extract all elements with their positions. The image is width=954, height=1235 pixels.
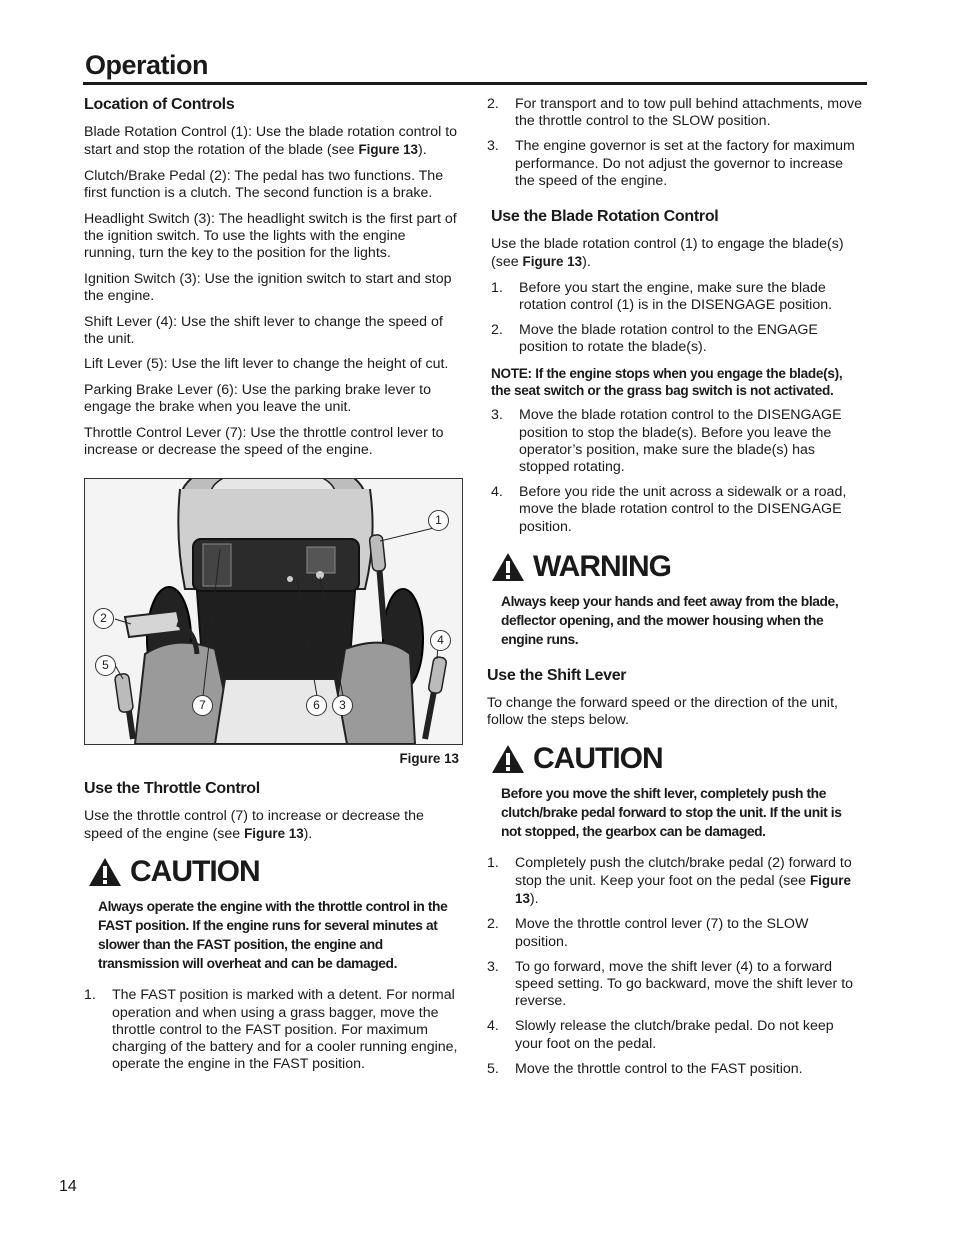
list-item: 2. For transport and to tow pull behind attachments, move the throttle control to the SLOW position. <box>487 96 862 130</box>
title-rule <box>83 82 867 85</box>
callout-1: 1 <box>428 510 449 531</box>
list-item: 4. Slowly release the clutch/brake pedal. Do not keep your foot on the pedal. <box>487 1018 834 1052</box>
figure-13-illustration <box>84 478 463 745</box>
callout-4: 4 <box>430 630 451 651</box>
figure-caption: Figure 13 <box>399 750 459 766</box>
list-item: 3. The engine governor is set at the factory for maximum performance. Do not adjust the governor to increase the speed of the engine. <box>487 138 855 189</box>
blade-warning <box>491 550 865 649</box>
list-item: 1. Before you start the engine, make sure the blade rotation control (1) is in the DISENGAGE position. <box>491 279 833 314</box>
list-item: 3. Move the blade rotation control to the DISENGAGE position to stop the blade(s). Before you leave the operator’s position, make sure the blade(s) has stopped rotating. <box>491 407 842 476</box>
callout-3: 3 <box>332 695 353 716</box>
throttle-intro: Use the throttle control (7) to increase or decrease the speed of the engine (see Figure 13). <box>84 807 424 842</box>
throttle-caution <box>88 855 459 973</box>
figure-reference[interactable]: Figure 13 <box>358 142 419 158</box>
list-item: 2. Move the throttle control lever (7) to the SLOW position. <box>487 916 809 950</box>
right-column <box>487 96 865 1086</box>
figure-reference[interactable]: Figure 13 <box>515 872 851 907</box>
blade-intro: Use the blade rotation control (1) to engage the blade(s) (see Figure 13). <box>491 236 844 271</box>
figure-reference[interactable]: Figure 13 <box>244 825 304 841</box>
location-item: Blade Rotation Control (1): Use the blade rotation control to start and stop the rotation of the blade (see Figure 13). <box>84 124 458 159</box>
callout-7: 7 <box>192 695 213 716</box>
shift-steps <box>487 855 865 1078</box>
caution-text: Before you move the shift lever, completely push the clutch/brake pedal forward to stop the unit. If the unit is not stopped, the gearbox can be damaged. <box>501 785 842 839</box>
caution-text: Always operate the engine with the throttle control in the FAST position. If the engine runs for several minutes at slower than the FAST position, the engine and transmission will overheat and can be damaged. <box>98 899 448 972</box>
location-item: Ignition Switch (3): Use the ignition switch to start and stop the engine. <box>84 270 452 305</box>
callout-6: 6 <box>306 695 327 716</box>
throttle-steps-continued <box>487 96 865 190</box>
page-title: Operation <box>85 50 209 80</box>
list-item: 3. To go forward, move the shift lever (4) to a forward speed setting. To go backward, move the shift lever to reverse. <box>487 958 854 1010</box>
list-item: 1. The FAST position is marked with a detent. For normal operation and when using a grass bagger, move the throttle control to the FAST position. For maximum charging of the battery and for a cooler running engine, operate the engine in the FAST position. <box>84 987 458 1073</box>
warning-label: WARNING <box>533 549 671 583</box>
blade-note: NOTE: If the engine stops when you engage the blade(s), the seat switch or the grass bag switch is not activated. <box>491 365 843 399</box>
list-item: 1. Completely push the clutch/brake pedal (2) forward to stop the unit. Keep your foot on the pedal (see Figure 13). <box>487 854 852 908</box>
location-item: Lift Lever (5): Use the lift lever to change the height of cut. <box>84 356 449 373</box>
callout-2: 2 <box>93 608 114 629</box>
shift-intro: To change the forward speed or the direction of the unit, follow the steps below. <box>487 694 838 729</box>
caution-label: CAUTION <box>130 855 260 889</box>
throttle-steps <box>84 987 459 1073</box>
location-item: Clutch/Brake Pedal (2): The pedal has two functions. The first function is a clutch. The second function is a brake. <box>84 167 444 202</box>
blade-steps <box>491 280 865 357</box>
throttle-heading: Use the Throttle Control <box>84 779 260 797</box>
blade-heading: Use the Blade Rotation Control <box>491 208 719 226</box>
caution-triangle-icon <box>491 744 525 774</box>
location-item: Parking Brake Lever (6): Use the parking brake lever to engage the brake when you leave the unit. <box>84 381 431 416</box>
location-item: Throttle Control Lever (7): Use the throttle control lever to increase or decrease the speed of the engine. <box>84 424 444 459</box>
list-item: 4. Before you ride the unit across a sidewalk or a road, move the blade rotation control to the DISENGAGE position. <box>491 484 847 535</box>
tractor-controls-drawing <box>85 479 462 744</box>
location-item: Headlight Switch (3): The headlight switch is the first part of the ignition switch. To use the lights with the engine running, turn the key to the position for the lights. <box>84 210 457 262</box>
shift-heading: Use the Shift Lever <box>487 666 627 684</box>
warning-text: Always keep your hands and feet away from the blade, deflector opening, and the mower housing when the engine runs. <box>501 593 839 647</box>
list-item: 2. Move the blade rotation control to the ENGAGE position to rotate the blade(s). <box>491 322 818 356</box>
warning-triangle-icon <box>491 552 525 582</box>
figure-reference[interactable]: Figure 13 <box>522 254 583 270</box>
page-number: 14 <box>59 1178 77 1195</box>
left-column <box>84 96 459 1081</box>
shift-caution <box>491 742 865 841</box>
caution-label: CAUTION <box>533 741 663 775</box>
blade-steps-continued <box>491 407 865 535</box>
list-item: 5. Move the throttle control to the FAST position. <box>487 1060 803 1077</box>
caution-triangle-icon <box>88 857 122 887</box>
location-heading: Location of Controls <box>84 96 235 113</box>
callout-5: 5 <box>95 655 116 676</box>
location-item: Shift Lever (4): Use the shift lever to change the speed of the unit. <box>84 313 443 348</box>
